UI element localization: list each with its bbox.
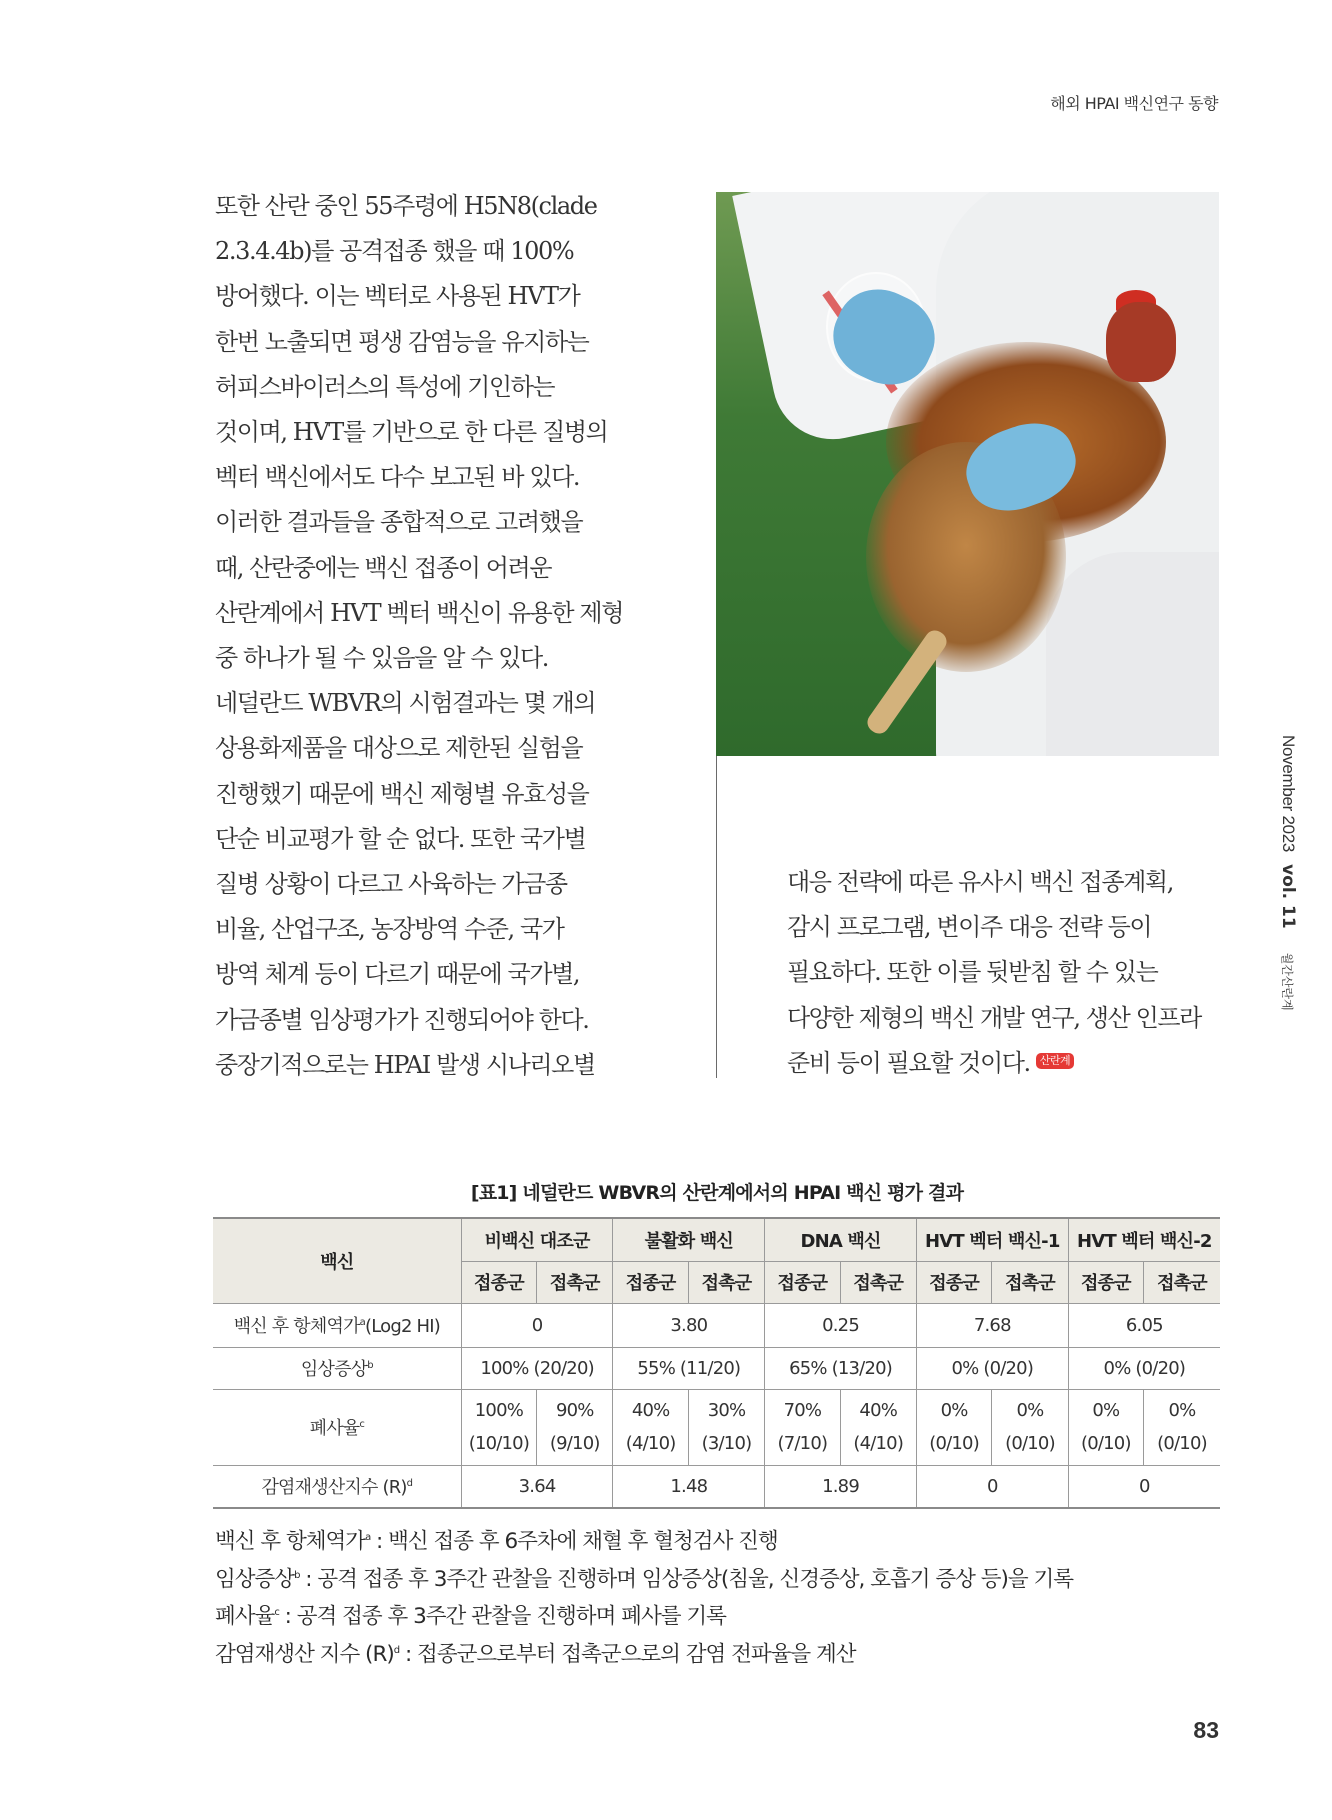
body-line-last: [787, 1041, 1227, 1086]
left-column-text: [215, 184, 655, 1088]
table-header-row: [213, 1218, 1220, 1261]
body-line: 대응 전략에 따른 유사시 백신 접종계획,: [787, 868, 1173, 896]
column-divider: [716, 756, 717, 1078]
subheader-inoculated: 접종군: [765, 1261, 840, 1303]
body-line: 비율, 산업구조, 농장방역 수준, 국가: [215, 915, 564, 944]
body-line: 질병 상황이 다르고 사육하는 가금종: [215, 870, 567, 899]
table-cell: 40% (4/10): [840, 1389, 916, 1465]
subheader-inoculated: 접종군: [461, 1261, 536, 1303]
note-line: 감염재생산 지수 $(R)^d$ : 접종군으로부터 접촉군으로의 감염 전파율을 계산: [215, 1641, 856, 1667]
body-line: 상용화제품을 대상으로 제한된 실험을: [215, 734, 583, 763]
body-line: 2.3.4.4b)를 공격접종 했을 때 100%: [215, 237, 574, 266]
table-cell: 0: [461, 1303, 613, 1347]
header-group: 비백신 대조군: [461, 1218, 613, 1261]
subheader-contact: 접촉군: [537, 1261, 613, 1303]
body-line: 산란계에서 HVT 벡터 백신이 유용한 제형: [215, 598, 623, 627]
table-cell: 0% (0/10): [1068, 1389, 1143, 1465]
header-group: DNA 백신: [765, 1218, 917, 1261]
table-cell: 0% (0/10): [1144, 1389, 1220, 1465]
table-cell: 55% (11/20): [613, 1347, 765, 1389]
body-line: 다양한 제형의 백신 개발 연구, 생산 인프라: [787, 1003, 1201, 1032]
table-row-clinical: [213, 1347, 1220, 1389]
row-label: 폐사율$^c$: [213, 1389, 461, 1465]
issue-month: November 2023: [1279, 735, 1298, 853]
header-group: HVT 벡터 백신-1: [916, 1218, 1068, 1261]
table-cell: 0: [916, 1465, 1068, 1508]
subheader-contact: 접촉군: [688, 1261, 764, 1303]
side-issue-label: [1276, 735, 1300, 1011]
note-line: 폐사율$^c$ : 공격 접종 후 3주간 관찰을 진행하며 폐사를 기록: [215, 1604, 726, 1629]
body-line-text: 준비 등이 필요할 것이다.: [787, 1048, 1030, 1077]
body-line: 중 하나가 될 수 있음을 알 수 있다.: [215, 644, 549, 673]
subheader-inoculated: 접종군: [613, 1261, 688, 1303]
table-cell: 40% (4/10): [613, 1389, 688, 1465]
table-cell: 0% (0/10): [916, 1389, 991, 1465]
table-cell: 100% (20/20): [461, 1347, 613, 1389]
table-cell: 90% (9/10): [537, 1389, 613, 1465]
table-cell: 3.64: [461, 1465, 613, 1508]
body-line: 단순 비교평가 할 순 없다. 또한 국가별: [215, 824, 586, 853]
row-label: 감염재생산지수 $(R)^d$: [213, 1465, 461, 1508]
body-line: 감시 프로그램, 변이주 대응 전략 등이: [787, 913, 1152, 942]
body-line: 한번 노출되면 평생 감염능을 유지하는: [215, 327, 589, 356]
body-line: 또한 산란 중인 55주령에 H5N8(clade: [215, 192, 597, 220]
right-column-text: [787, 860, 1227, 1086]
results-table: [213, 1217, 1220, 1509]
subheader-inoculated: 접종군: [916, 1261, 991, 1303]
page-number: 83: [1193, 1717, 1219, 1743]
table-cell: 0% (0/20): [916, 1347, 1068, 1389]
subheader-inoculated: 접종군: [1068, 1261, 1143, 1303]
header-group: HVT 벡터 백신-2: [1068, 1218, 1220, 1261]
body-line: 방역 체계 등이 다르기 때문에 국가별,: [215, 960, 580, 989]
table-cell: 0% (0/20): [1068, 1347, 1220, 1389]
table-cell: 0.25: [765, 1303, 917, 1347]
body-line: 것이며, HVT를 기반으로 한 다른 질병의: [215, 418, 608, 447]
subheader-contact: 접촉군: [1144, 1261, 1220, 1303]
table-row-r0: [213, 1465, 1220, 1508]
magazine-name: 월간산란계: [1280, 952, 1295, 1011]
table-cell: 3.80: [613, 1303, 765, 1347]
end-badge: 산란계: [1036, 1053, 1074, 1069]
note-line: 백신 후 항체역가$^a$ : 백신 접종 후 6주차에 채혈 후 혈청검사 진행: [215, 1529, 778, 1554]
hen-head: [1106, 302, 1176, 382]
table-notes: [215, 1523, 1215, 1673]
running-header: 해외 HPAI 백신연구 동향: [1050, 94, 1218, 113]
body-line: 가금종별 임상평가가 진행되어야 한다.: [215, 1005, 589, 1034]
row-label: 백신 후 항체역가$^a$(Log2 HI): [213, 1303, 461, 1347]
subheader-contact: 접촉군: [992, 1261, 1068, 1303]
table-cell: 30% (3/10): [688, 1389, 764, 1465]
body-line: 이러한 결과들을 종합적으로 고려했을: [215, 508, 583, 537]
header-group: 불활화 백신: [613, 1218, 765, 1261]
table-cell: 100% (10/10): [461, 1389, 536, 1465]
table-title: [표1] 네덜란드 WBVR의 산란계에서의 HPAI 백신 평가 결과: [470, 1182, 964, 1204]
body-line: 방어했다. 이는 벡터로 사용된 HVT가: [215, 282, 580, 311]
header-vaccine: 백신: [213, 1218, 461, 1303]
table-row-mortality: [213, 1389, 1220, 1465]
body-line: 네덜란드 WBVR의 시험결과는 몇 개의: [215, 689, 596, 718]
subheader-contact: 접촉군: [840, 1261, 916, 1303]
body-line: 중장기적으로는 HPAI 발생 시나리오별: [215, 1050, 595, 1079]
note-line: 임상증상$^b$ : 공격 접종 후 3주간 관찰을 진행하며 임상증상(침울, 신경증상, 호흡기 증상 등)을 기록: [215, 1566, 1074, 1592]
table-cell: 0: [1068, 1465, 1220, 1508]
table-cell: 0% (0/10): [992, 1389, 1068, 1465]
table-row-antibody: [213, 1303, 1220, 1347]
body-line: 진행했기 때문에 백신 제형별 유효성을: [215, 779, 589, 808]
issue-volume: vol. 11: [1278, 864, 1298, 929]
table-cell: 1.89: [765, 1465, 917, 1508]
body-line: 벡터 백신에서도 다수 보고된 바 있다.: [215, 463, 580, 492]
table-cell: 6.05: [1068, 1303, 1220, 1347]
table-cell: 65% (13/20): [765, 1347, 917, 1389]
table-cell: 1.48: [613, 1465, 765, 1508]
vaccination-photo: [716, 192, 1219, 756]
protective-suit-arm: [1046, 552, 1219, 756]
body-line: 필요하다. 또한 이를 뒷받침 할 수 있는: [787, 958, 1158, 987]
row-label: 임상증상$^b$: [213, 1347, 461, 1389]
body-line: 때, 산란중에는 백신 접종이 어려운: [215, 553, 552, 582]
body-line: 허피스바이러스의 특성에 기인하는: [215, 372, 555, 401]
table-cell: 7.68: [916, 1303, 1068, 1347]
table-cell: 70% (7/10): [765, 1389, 840, 1465]
